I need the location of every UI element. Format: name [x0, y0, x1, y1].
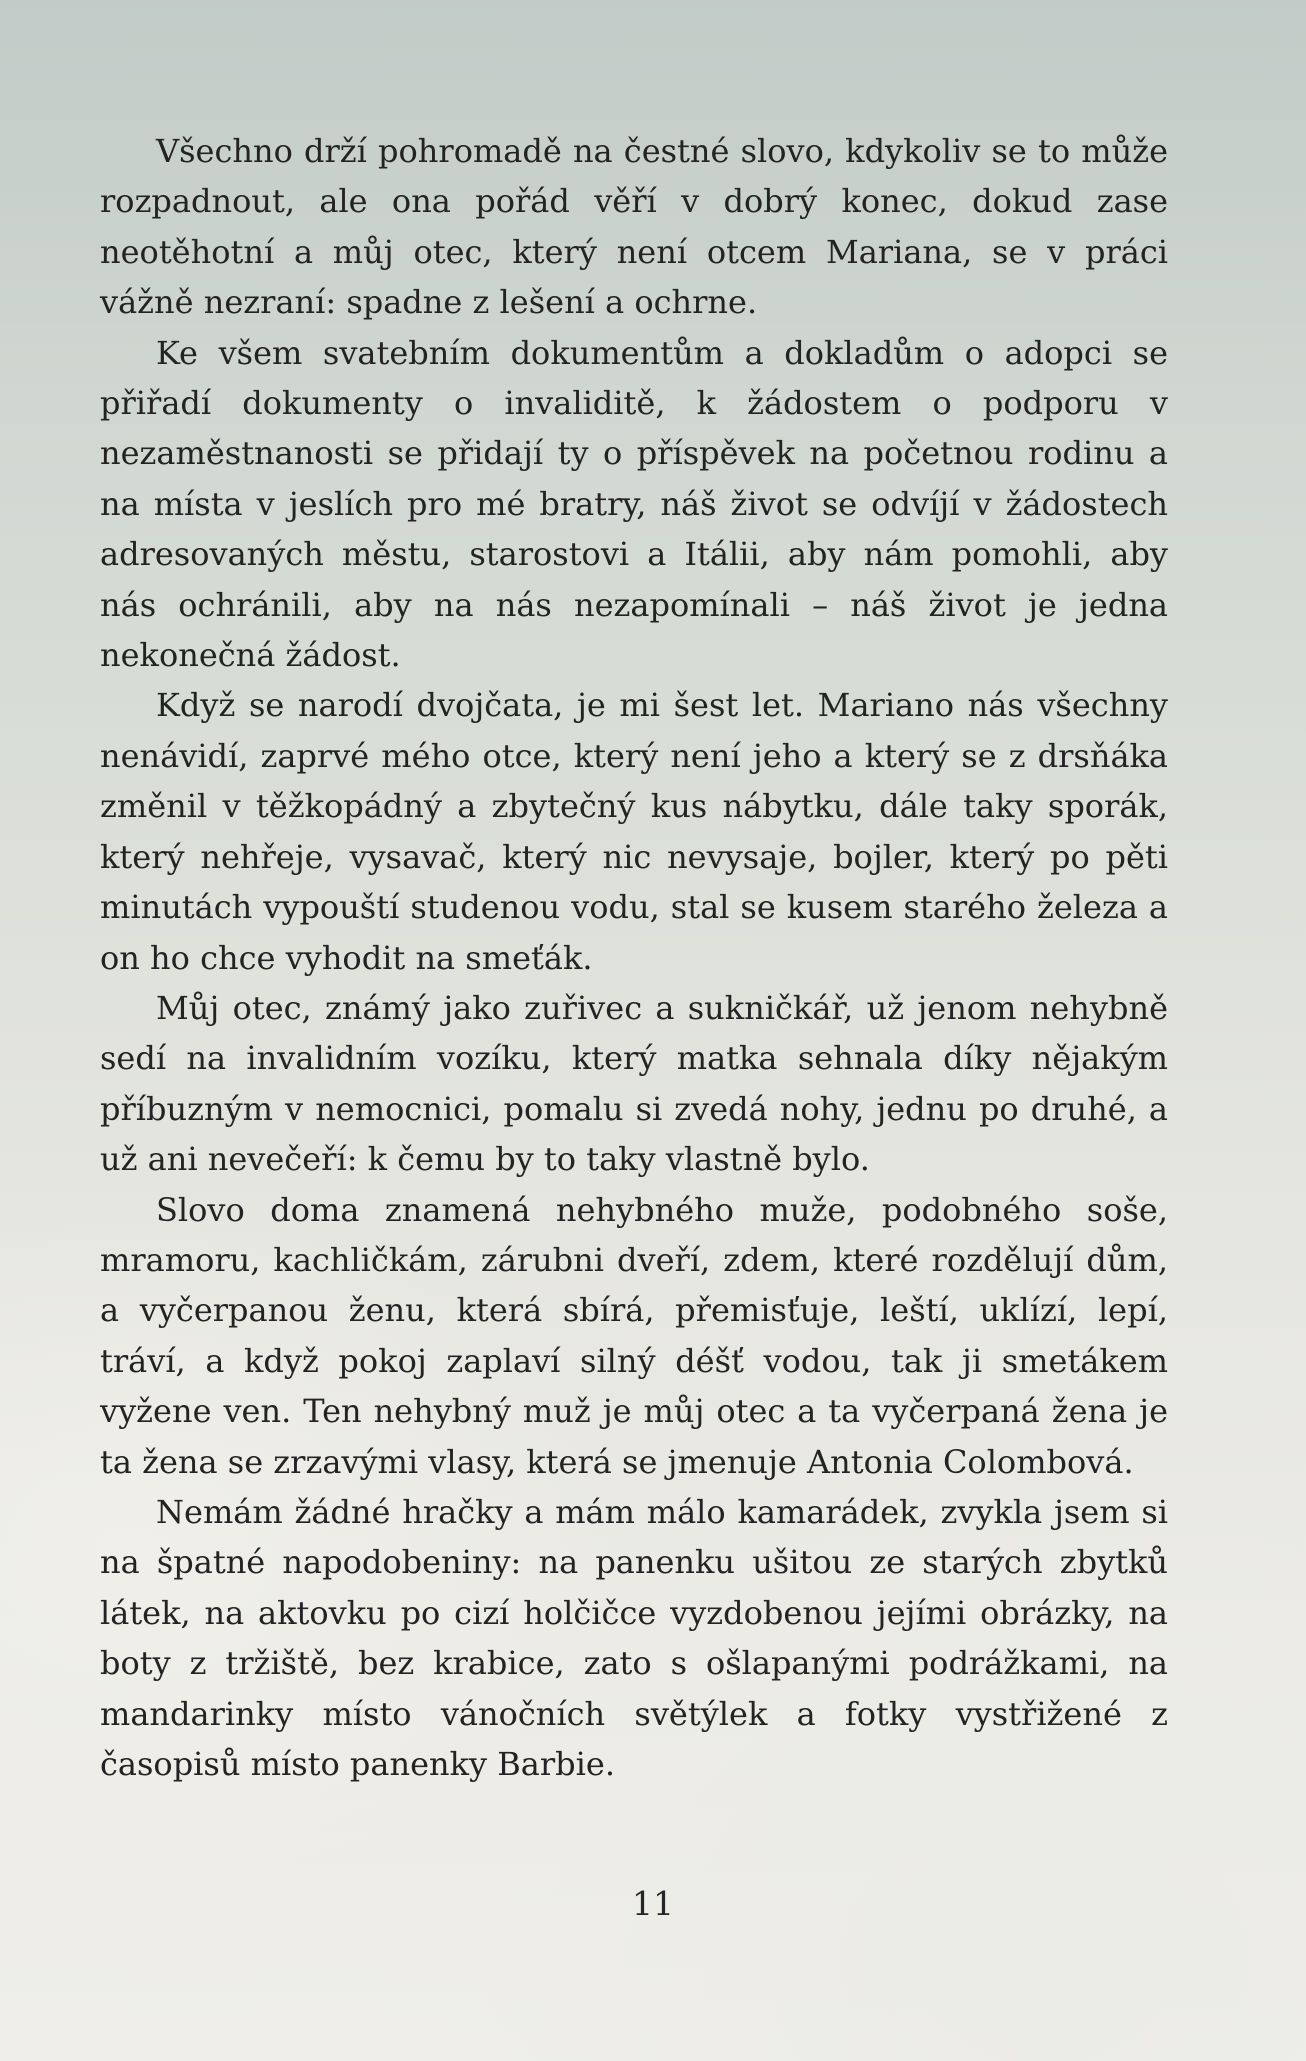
- paragraph-5: Slovo doma znamená nehybného muže, podobného soše, mramoru, kachličkám, zárubni dveří, zdem, které rozdělují dům, a vyčerpanou ženu, která sbírá, přemisťuje, leští, uklízí, lepí, tráví, a když pokoj zaplaví silný déšť vodou, tak ji smetákem vyžene ven. Ten nehybný muž je můj otec a ta vyčerpaná žena je ta žena se zrzavými vlasy, která se jmenuje Antonia Colombová.: [100, 1190, 1168, 1481]
- paragraph-6: Nemám žádné hračky a mám málo kamarádek, zvykla jsem si na špatné napodobeniny: na panenku ušitou ze starých zbytků látek, na aktovku po cizí holčičce vyzdobenou jejími obrázky, na boty z tržiště, bez krabice, zato s ošlapanými podrážkami, na mandarinky místo vánočních světýlek a fotky vystřižené z časopisů místo panenky Barbie.: [100, 1492, 1168, 1783]
- body-text: [100, 126, 1168, 1789]
- paragraph-2: Ke všem svatebním dokumentům a dokladům o adopci se přiřadí dokumenty o invaliditě, k žádostem o podporu v nezaměstnanosti se přidají ty o příspěvek na početnou rodinu a na místa v jeslích pro mé bratry, náš život se odvíjí v žádostech adresovaných městu, starostovi a Itálii, aby nám pomohli, aby nás ochránili, aby na nás nezapomínali – náš život je jedna nekonečná žádost.: [100, 333, 1168, 675]
- paragraph-3: Když se narodí dvojčata, je mi šest let. Mariano nás všechny nenávidí, zaprvé mého otce, který není jeho a který se z drsňáka změnil v těžkopádný a zbytečný kus nábytku, dále taky sporák, který nehřeje, vysavač, který nic nevysaje, bojler, který po pěti minutách vypouští studenou vodu, stal se kusem starého železa a on ho chce vyhodit na smeťák.: [100, 686, 1168, 977]
- paragraph-4: Můj otec, známý jako zuřivec a sukničkář, už jenom nehybně sedí na invalidním vozíku, který matka sehnala díky nějakým příbuzným v nemocnici, pomalu si zvedá nohy, jednu po druhé, a už ani nevečeří: k čemu by to taky vlastně bylo.: [100, 988, 1168, 1179]
- page-number: 11: [632, 1884, 674, 1923]
- paragraph-1: Všechno drží pohromadě na čestné slovo, kdykoliv se to může rozpadnout, ale ona pořád věří v dobrý konec, dokud zase neotěhotní a můj otec, který není otcem Mariana, se v práci vážně nezraní: spadne z lešení a ochrne.: [100, 132, 1168, 322]
